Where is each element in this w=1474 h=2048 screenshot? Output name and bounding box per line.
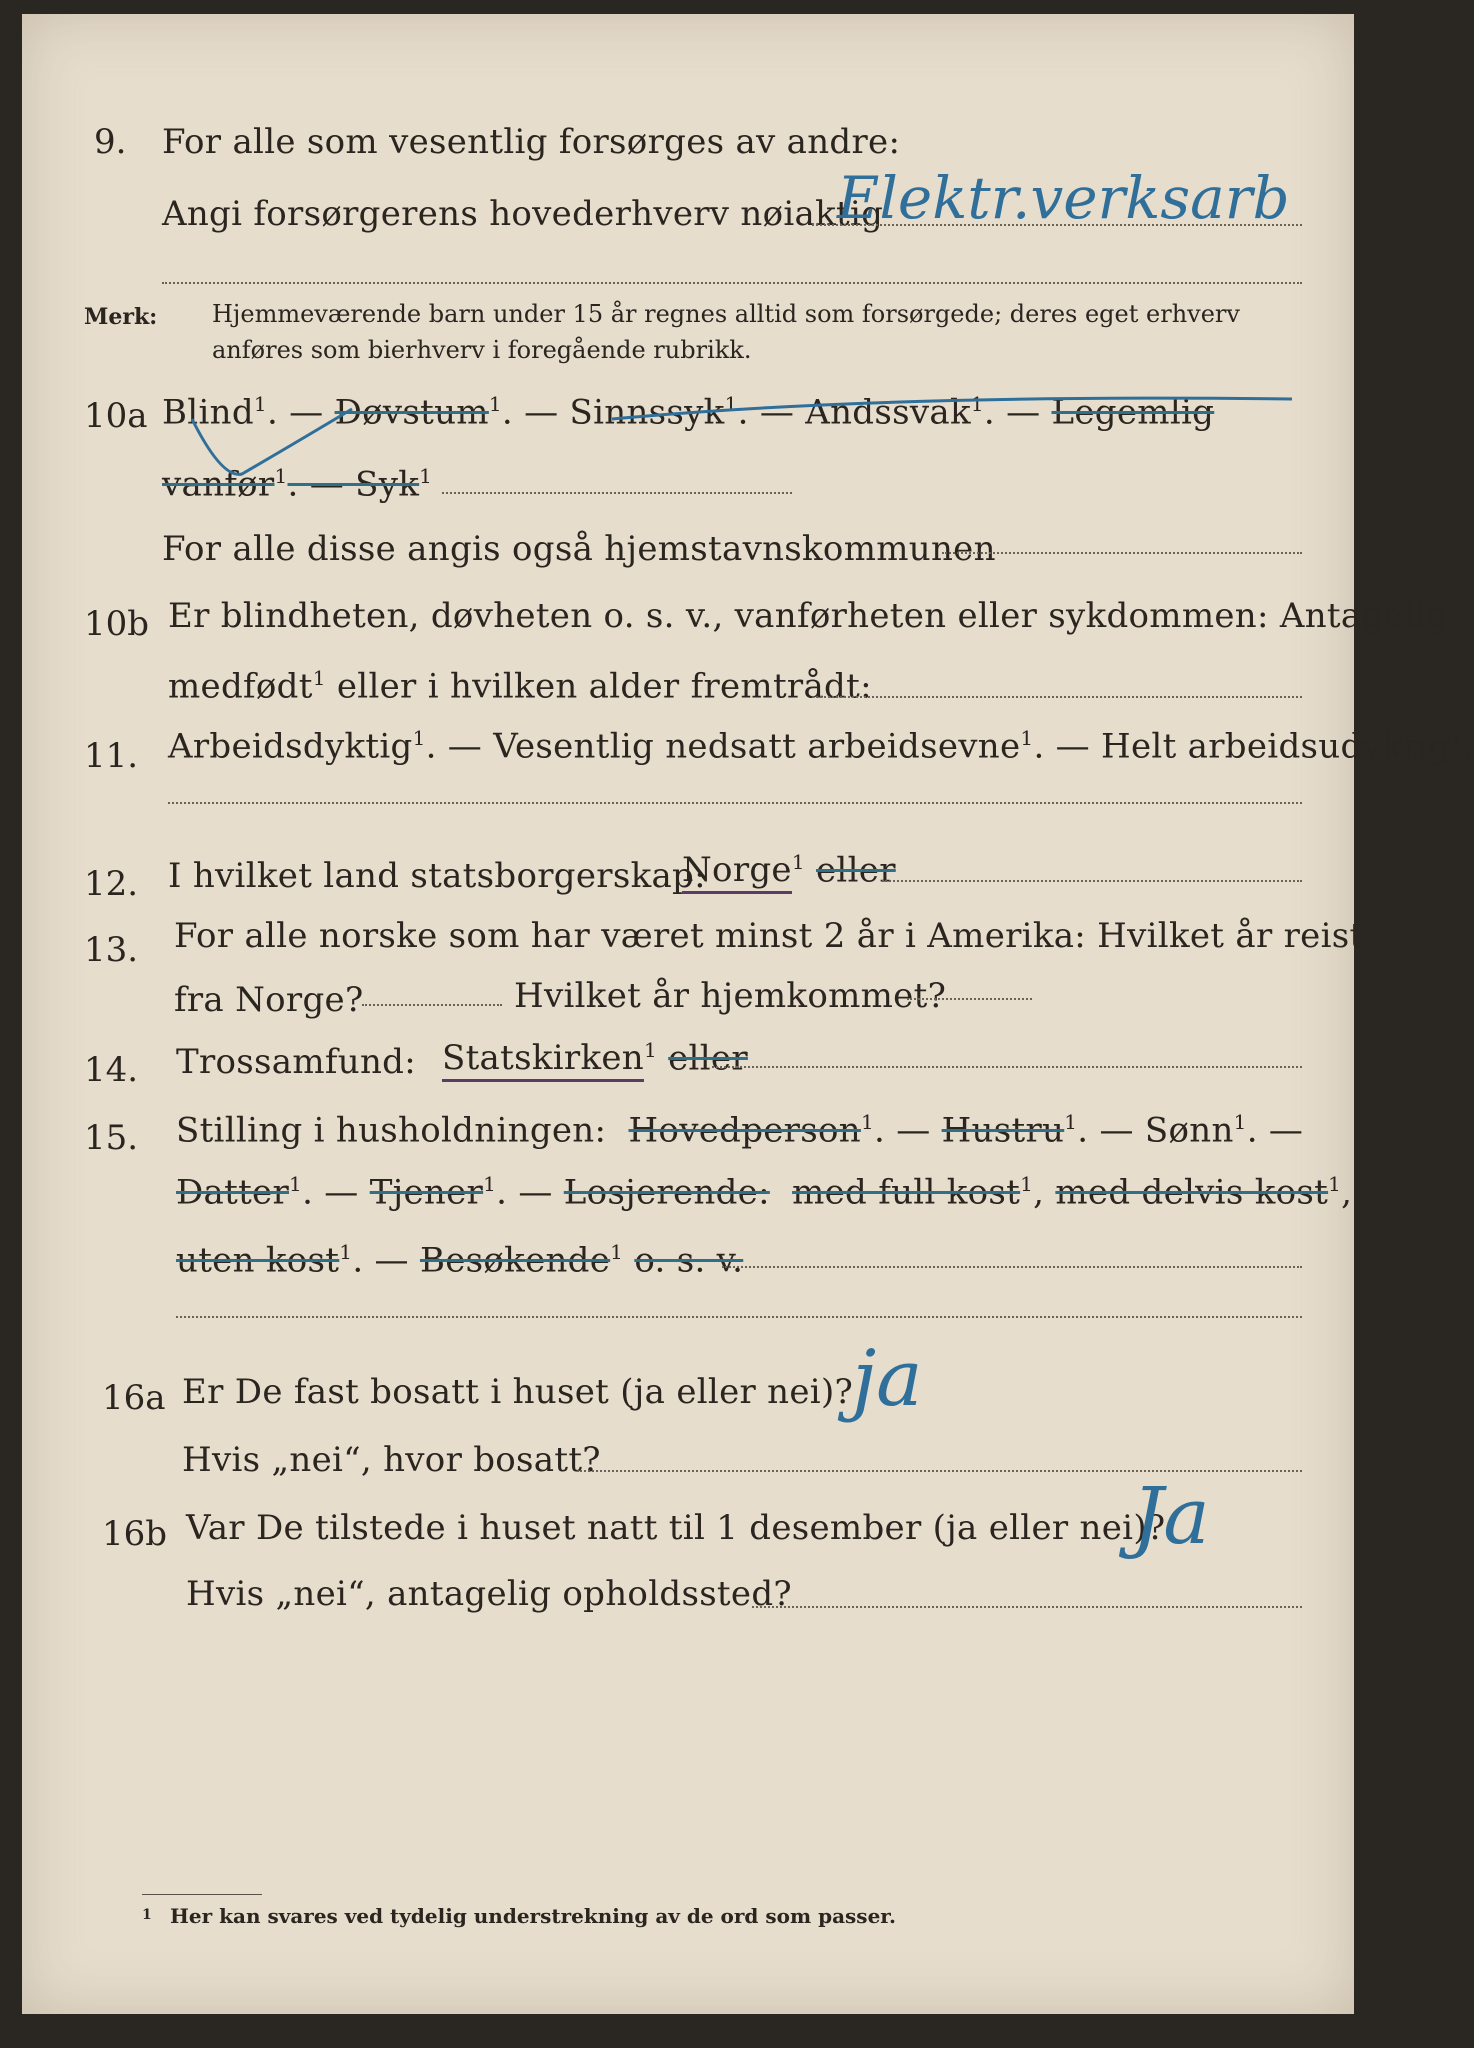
q13-line1: For alle norske som har været minst 2 år i Amerika: Hvilket år reist xyxy=(174,916,1364,956)
merk-line1: Hjemmeværende barn under 15 år regnes alltid som forsørgede; deres eget erhverv xyxy=(212,300,1240,328)
q15-besokende: Besøkende xyxy=(419,1240,611,1281)
q13-reist-line xyxy=(362,1004,502,1006)
footnote-mark: 1 xyxy=(724,392,738,416)
q13-line2b: Hvilket år hjemkommet? xyxy=(514,976,947,1016)
q10a-number: 10a xyxy=(84,396,148,436)
footnote-mark: 1 xyxy=(483,1172,497,1196)
q10a-syk: . — Syk xyxy=(287,464,420,505)
q15-osv: o. s. v. xyxy=(634,1240,744,1281)
q12-number: 12. xyxy=(84,864,139,904)
q13-hjemkommet-line xyxy=(907,998,1032,1000)
q10b-medfodt: medfødt xyxy=(168,666,313,707)
q14-answer xyxy=(442,1038,748,1078)
q15-line2: Datter$^1$. — Tjener$^1$. — Losjerende: med full kost$^1$, med delvis kost$^1$, xyxy=(176,1172,1353,1213)
q16a-handwritten-answer: ja xyxy=(852,1334,923,1424)
q10a-hjemstavn-line xyxy=(942,552,1302,554)
q12-eller: eller xyxy=(816,850,896,891)
q14-statskirken: Statskirken xyxy=(442,1038,644,1082)
q15-losjerende: Losjerende: xyxy=(563,1172,770,1213)
q13-line2a: fra Norge? xyxy=(174,980,364,1020)
q10a-sep2: . — xyxy=(983,392,1052,433)
q15-uten-kost: uten kost xyxy=(176,1240,340,1281)
q16a-line2: Hvis „nei“, hvor bosatt? xyxy=(182,1440,601,1480)
q14-number: 14. xyxy=(84,1050,139,1090)
q16b-number: 16b xyxy=(102,1514,168,1554)
footnote-mark: 1 xyxy=(253,392,267,416)
q15-sonn: Sønn xyxy=(1144,1110,1234,1151)
q10a-sep1: . — xyxy=(266,392,335,433)
q12-answer-line xyxy=(882,880,1302,882)
q11-arbeidsdyktig: Arbeidsdyktig xyxy=(168,726,413,767)
merk-label: Merk: xyxy=(84,304,158,330)
q16a-number: 16a xyxy=(102,1378,166,1418)
footnote-mark: 1 xyxy=(1064,1110,1078,1134)
census-form-page xyxy=(22,14,1474,2014)
q15-tjener: Tjener xyxy=(369,1172,484,1213)
q12-answer xyxy=(682,850,896,890)
q14-text: Trossamfund: xyxy=(176,1042,417,1082)
q15-answer-line xyxy=(722,1266,1302,1268)
q10b-answer-line xyxy=(812,696,1302,698)
footnote-mark: 1 xyxy=(289,1172,303,1196)
q15-delvis-kost: med delvis kost xyxy=(1055,1172,1329,1213)
footnote-mark: 1 xyxy=(419,464,433,488)
footnote-rule xyxy=(142,1894,262,1895)
q12-text: I hvilket land statsborgerskap: xyxy=(168,856,706,896)
q10a-answer-line xyxy=(442,492,792,494)
q15-stilling: Stilling i husholdningen: xyxy=(176,1110,607,1151)
q9-handwritten-answer: Elektr.verksarb xyxy=(837,164,1290,232)
q9-line1: For alle som vesentlig forsørges av andre: xyxy=(162,122,901,162)
q10a-andssvak: . — Andssvak xyxy=(737,392,971,433)
q16b-line2: Hvis „nei“, antagelig opholdssted? xyxy=(186,1574,792,1614)
footnote-mark: 1 xyxy=(312,666,326,690)
q10a-blind: Blind xyxy=(162,392,254,433)
footnote-text: Her kan svares ved tydelig understrekning av de ord som passer. xyxy=(170,1904,896,1928)
q12-norge: Norge xyxy=(682,850,792,894)
footnote-mark: 1 xyxy=(1020,1172,1034,1196)
q15-hustru: Hustru xyxy=(941,1110,1065,1151)
q11-answer-line xyxy=(168,802,1302,804)
footnote-mark: 1 xyxy=(970,392,984,416)
footnote-mark: 1 xyxy=(791,850,805,874)
q15-line1: Stilling i husholdningen: Hovedperson$^1$. — Hustru$^1$. — Sønn$^1$. — xyxy=(176,1110,1304,1151)
q15-line3: uten kost$^1$. — Besøkende$^1$ o. s. v. xyxy=(176,1240,744,1281)
q10a-dovstum: Døvstum xyxy=(334,392,489,433)
q10b-number: 10b xyxy=(84,604,150,644)
q10a-sinnssyk: . — Sinnssyk xyxy=(501,392,725,433)
q16b-line1: Var De tilstede i huset natt til 1 desember (ja eller nei)? xyxy=(186,1508,1166,1548)
footnote-mark: 1 xyxy=(1328,1172,1342,1196)
q10b-line2 xyxy=(168,666,872,706)
q16b-handwritten-answer: Ja xyxy=(1132,1472,1210,1562)
footnote-mark: 1 xyxy=(1020,726,1034,750)
q9-number: 9. xyxy=(94,122,127,162)
q10a-handwritten-strokes xyxy=(182,379,1312,489)
q11-line1 xyxy=(168,726,1474,766)
q11-udyktig: . — Helt arbeidsudyktig xyxy=(1033,726,1451,767)
footnote-mark: 1 xyxy=(488,392,502,416)
q10b-alder: eller i hvilken alder fremtrådt: xyxy=(325,666,872,707)
merk-line2: anføres som bierhverv i foregående rubrikk. xyxy=(212,336,752,364)
q14-answer-line xyxy=(712,1066,1302,1068)
footnote-mark: 1 xyxy=(412,726,426,750)
q11-period: . xyxy=(1463,726,1474,767)
q11-nedsatt: . — Vesentlig nedsatt arbeidsevne xyxy=(425,726,1021,767)
q10a-line3: For alle disse angis også hjemstavnskommunen xyxy=(162,529,996,569)
q15-datter: Datter xyxy=(176,1172,290,1213)
q15-number: 15. xyxy=(84,1118,139,1158)
q16b-answer-line xyxy=(752,1606,1302,1608)
footnote-mark: 1 xyxy=(1450,726,1464,750)
q10a-legemlig: Legemlig xyxy=(1051,392,1215,433)
q14-eller: eller xyxy=(668,1038,748,1079)
q11-number: 11. xyxy=(84,736,139,776)
q13-number: 13. xyxy=(84,930,139,970)
footnote-mark: 1 xyxy=(610,1240,624,1264)
q15-hovedperson: Hovedperson xyxy=(628,1110,861,1151)
footnote-number: 1 xyxy=(142,1907,152,1923)
q10b-line1: Er blindheten, døvheten o. s. v., vanførheten eller sykdommen: Antagelig xyxy=(168,596,1449,636)
footnote-mark: 1 xyxy=(644,1038,658,1062)
footnote-mark: 1 xyxy=(339,1240,353,1264)
q15-extra-line xyxy=(176,1316,1302,1318)
q10a-vanfor: vanfør xyxy=(162,464,275,505)
footnote-mark: 1 xyxy=(1233,1110,1247,1134)
q15-full-kost: med full kost xyxy=(792,1172,1021,1213)
q9-extra-line xyxy=(162,282,1302,284)
footnote-mark: 1 xyxy=(274,464,288,488)
q16a-line1: Er De fast bosatt i huset (ja eller nei)? xyxy=(182,1372,854,1412)
footnote-mark: 1 xyxy=(860,1110,874,1134)
q9-line2: Angi forsørgerens hovederhverv nøiaktig xyxy=(162,194,884,234)
